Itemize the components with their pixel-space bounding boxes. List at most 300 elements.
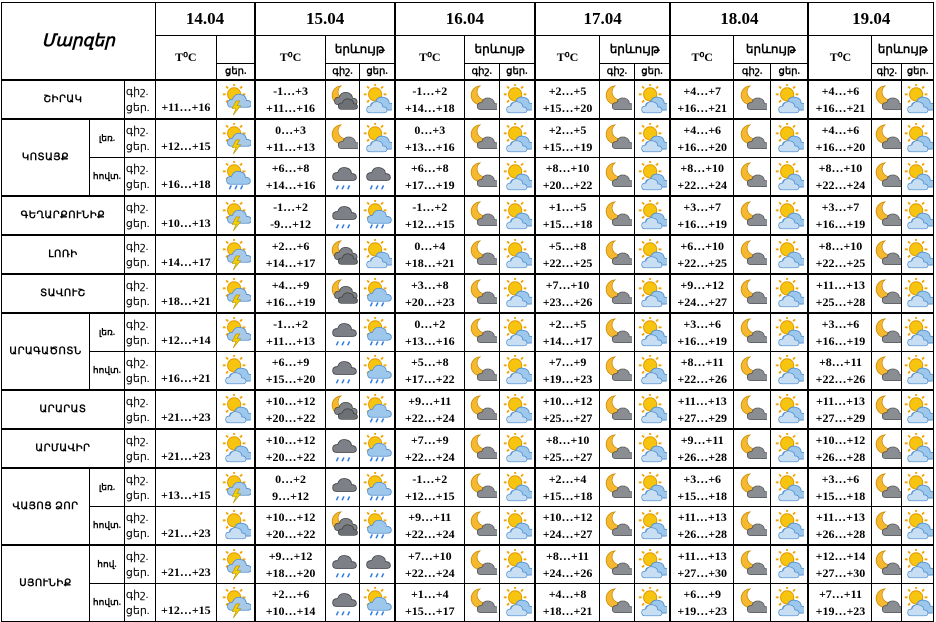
subregion-label: հովտ.	[90, 584, 125, 622]
moon-cloud-icon	[872, 123, 901, 155]
day-temp: +15…+18	[542, 488, 593, 503]
weather-icon-cell	[499, 196, 535, 235]
weather-icon-cell	[634, 80, 670, 119]
day-temp: +24…+27	[542, 526, 593, 541]
weather-icon-cell	[872, 274, 902, 313]
temperature-cell	[255, 584, 325, 622]
sky-header: երևույթ	[325, 36, 395, 64]
weather-icon-cell	[325, 158, 360, 197]
moon-cloud-icon	[872, 472, 901, 504]
day-temp: +27…+30	[815, 565, 866, 580]
night-temp: -1…+2	[412, 471, 448, 486]
day-temp: +21…+23	[155, 429, 216, 468]
subregion-label: լեռ.	[90, 313, 125, 352]
day-temp: +23…+26	[542, 294, 593, 309]
weather-icon-cell	[634, 235, 670, 274]
weather-icon-cell	[734, 468, 771, 507]
night-label: գիշ.	[125, 85, 149, 98]
night-temp: +11…+13	[677, 548, 727, 563]
sun-clouds-icon	[217, 394, 254, 426]
weather-icon-cell	[360, 196, 395, 235]
night-temp: +3…+6	[821, 471, 860, 486]
temperature-cell	[670, 390, 733, 429]
table-row	[2, 545, 934, 584]
moon-cloud-icon	[600, 433, 634, 465]
table-row	[2, 119, 934, 158]
night-temp: +8…+10	[818, 238, 863, 253]
night-temp: +4…+6	[683, 122, 722, 137]
night-subheader: գիշ.	[872, 64, 902, 81]
temperature-cell	[670, 352, 733, 391]
night-temp: +11…+13	[815, 277, 865, 292]
weather-icon-cell	[360, 468, 395, 507]
sky-header: երևույթ	[464, 36, 535, 64]
night-label: գիշ.	[125, 473, 149, 486]
day-temp: +20…+22	[265, 449, 316, 464]
night-temp: +10…+12	[265, 432, 316, 447]
temperature-cell	[808, 390, 871, 429]
weather-icon-cell	[734, 545, 771, 584]
region-header: Մարզեր	[2, 3, 156, 81]
sun-clouds-icon	[902, 355, 933, 387]
sun-clouds-icon	[902, 587, 933, 619]
night-temp: 0…+2	[275, 471, 306, 486]
temperature-cell	[670, 507, 733, 546]
temperature-cell	[255, 507, 325, 546]
sun-clouds-icon	[902, 200, 933, 232]
weather-icon-cell	[600, 196, 635, 235]
day-temp: 9…+12	[272, 488, 309, 503]
sun-clouds-icon	[902, 472, 933, 504]
day-temp: +16…+19	[815, 216, 866, 231]
night-temp: +9…+12	[268, 548, 313, 563]
sun-clouds-icon	[500, 317, 534, 349]
temp-header: T⁰C	[535, 36, 600, 81]
weather-icon-cell	[464, 235, 499, 274]
time-of-day	[124, 196, 155, 235]
sun-clouds-icon	[635, 510, 669, 542]
night-label: գիշ.	[125, 124, 149, 137]
weather-icon-cell	[464, 352, 499, 391]
sun-clouds-icon	[635, 355, 669, 387]
temperature-cell	[395, 313, 465, 352]
moon-cloud-icon	[872, 394, 901, 426]
temperature-cell	[808, 429, 871, 468]
table-row	[2, 468, 934, 507]
night-temp: -1…+2	[273, 199, 308, 214]
night-temp: +11…+13	[815, 509, 865, 524]
night-temp: +5…+8	[410, 354, 449, 369]
subregion-label: հով.	[90, 545, 125, 584]
night-temp: +8…+10	[680, 160, 725, 175]
temperature-cell	[535, 119, 600, 158]
weather-icon-cell	[464, 313, 499, 352]
weather-icon-cell	[325, 429, 360, 468]
night-temp: +9…+12	[680, 277, 725, 292]
cloud-rain-icon	[360, 161, 393, 193]
sun-clouds-icon	[635, 123, 669, 155]
night-subheader: գիշ.	[600, 64, 635, 81]
moon-cloud-icon	[600, 394, 634, 426]
temperature-cell	[808, 80, 871, 119]
region-name: ԳԵՂԱՐՔՈՒՆԻՔ	[2, 196, 125, 235]
moon-cloud-icon	[734, 355, 770, 387]
temperature-cell	[808, 507, 871, 546]
sun-clouds-icon	[902, 317, 933, 349]
night-temp: +3…+8	[410, 277, 449, 292]
weather-icon-cell	[902, 274, 934, 313]
region-name: ԱՐԱՐԱՏ	[2, 390, 125, 429]
region-name: ԼՈՌԻ	[2, 235, 125, 274]
weather-icon-cell	[734, 235, 771, 274]
moon-cloud-icon	[465, 84, 499, 116]
night-temp: +10…+12	[265, 509, 316, 524]
weather-icon-cell	[360, 80, 395, 119]
date-header: 16.04	[395, 3, 535, 36]
temperature-cell	[670, 313, 733, 352]
moon-cloud-icon	[872, 239, 901, 271]
day-temp: +25…+27	[542, 410, 593, 425]
weather-icon-cell	[634, 158, 670, 197]
temperature-cell	[255, 274, 325, 313]
temperature-cell	[255, 196, 325, 235]
weather-icon-cell	[902, 158, 934, 197]
day-temp: +22…+25	[542, 255, 593, 270]
weather-icon-cell	[872, 119, 902, 158]
night-temp: +6…+8	[271, 160, 310, 175]
sun-clouds-icon	[635, 549, 669, 581]
sun-clouds-icon	[500, 278, 534, 310]
sun-clouds-icon	[902, 549, 933, 581]
temperature-cell	[670, 119, 733, 158]
moon-cloud-icon	[872, 84, 901, 116]
moon-cloud-icon	[600, 161, 634, 193]
moon-cloud-icon	[465, 123, 499, 155]
time-of-day	[124, 80, 155, 119]
night-temp: -1…+2	[273, 316, 308, 331]
night-temp: +8…+11	[546, 548, 590, 563]
weather-icon-cell	[902, 235, 934, 274]
temperature-cell	[670, 80, 733, 119]
temperature-cell	[808, 352, 871, 391]
weather-icon-cell	[600, 352, 635, 391]
weather-icon-cell	[734, 352, 771, 391]
moon-cloud-icon	[465, 587, 499, 619]
temp-header: T⁰C	[155, 36, 216, 81]
weather-icon-cell	[499, 119, 535, 158]
moon-cloud-icon	[465, 433, 499, 465]
moon-cloud-icon	[465, 239, 499, 271]
weather-icon-cell	[325, 119, 360, 158]
day-temp: +15…+18	[677, 488, 728, 503]
time-of-day	[124, 235, 155, 274]
cloud-rain-icon	[326, 472, 360, 504]
temp-header: T⁰C	[395, 36, 465, 81]
weather-icon-cell	[600, 507, 635, 546]
sun-thunder-icon	[217, 200, 254, 232]
day-temp: +17…+19	[404, 177, 455, 192]
moon-cloud-icon	[600, 239, 634, 271]
table-row	[2, 158, 934, 197]
moon-cloud-icon	[872, 587, 901, 619]
table-row	[2, 352, 934, 391]
weather-icon-cell	[771, 390, 809, 429]
moon-cloud-icon	[872, 433, 901, 465]
night-temp: +3…+6	[683, 316, 722, 331]
night-temp: +11…+13	[815, 393, 865, 408]
subregion-label: հովտ.	[90, 507, 125, 546]
sun-clouds-icon	[500, 587, 534, 619]
day-temp: +11…+16	[155, 80, 216, 119]
sun-thunder-icon	[217, 84, 254, 116]
night-temp: +3…+7	[821, 199, 860, 214]
night-label: գիշ.	[125, 240, 149, 253]
night-temp: +5…+8	[548, 238, 587, 253]
weather-icon-cell	[872, 158, 902, 197]
weather-icon-cell	[872, 468, 902, 507]
weather-icon-cell	[771, 274, 809, 313]
day-temp: +16…+21	[155, 352, 216, 391]
temperature-cell	[670, 584, 733, 622]
temperature-cell	[808, 468, 871, 507]
night-temp: +6…+9	[683, 586, 722, 601]
night-temp: -1…+2	[412, 199, 448, 214]
moon-cloud-icon	[734, 394, 770, 426]
weather-icon-cell	[325, 468, 360, 507]
day-label: ցեր.	[125, 411, 150, 424]
temperature-cell	[808, 119, 871, 158]
sun-thunder-icon	[217, 549, 254, 581]
temperature-cell	[535, 545, 600, 584]
day-temp: +24…+26	[542, 565, 593, 580]
weather-icon-cell	[872, 584, 902, 622]
moon-clouds-icon	[326, 239, 360, 271]
weather-icon-cell	[634, 274, 670, 313]
sun-clouds-icon	[217, 510, 254, 542]
weather-icon-cell	[771, 429, 809, 468]
weather-icon-cell	[360, 390, 395, 429]
weather-icon-cell	[872, 235, 902, 274]
temperature-cell	[255, 119, 325, 158]
sun-clouds-icon	[635, 433, 669, 465]
sun-clouds-icon	[500, 355, 534, 387]
moon-cloud-icon	[872, 355, 901, 387]
table-row	[2, 235, 934, 274]
weather-icon-cell	[217, 158, 256, 197]
sun-clouds-icon	[771, 549, 807, 581]
temperature-cell	[255, 390, 325, 429]
night-label: գիշ.	[125, 588, 149, 601]
date-header: 18.04	[670, 3, 808, 36]
cloud-rain-icon	[326, 200, 360, 232]
sun-clouds-icon	[217, 355, 254, 387]
night-label: գիշ.	[125, 550, 149, 563]
temperature-cell	[670, 468, 733, 507]
sun-clouds-icon	[771, 84, 807, 116]
sun-thunder-icon	[217, 123, 254, 155]
day-temp: +20…+22	[542, 177, 593, 192]
temperature-cell	[395, 352, 465, 391]
day-temp: +13…+16	[404, 139, 455, 154]
sun-clouds-icon	[771, 200, 807, 232]
weather-icon-cell	[771, 468, 809, 507]
night-temp: +10…+12	[542, 393, 593, 408]
weather-icon-cell	[771, 584, 809, 622]
weather-icon-cell	[360, 158, 395, 197]
temperature-cell	[395, 507, 465, 546]
moon-cloud-icon	[600, 200, 634, 232]
weather-icon-cell	[325, 584, 360, 622]
sun-clouds-icon	[500, 510, 534, 542]
region-name: ՍՅՈՒՆԻՔ	[2, 545, 90, 622]
day-temp: +16…+20	[815, 139, 866, 154]
cloud-rain-icon	[326, 355, 360, 387]
day-temp: +21…+23	[155, 507, 216, 546]
temperature-cell	[670, 545, 733, 584]
cloud-rain-icon	[326, 433, 360, 465]
night-temp: +8…+11	[680, 354, 724, 369]
moon-cloud-icon	[600, 549, 634, 581]
weather-icon-cell	[771, 196, 809, 235]
day-temp: -9…+12	[270, 216, 311, 231]
temperature-cell	[535, 584, 600, 622]
weather-icon-cell	[872, 196, 902, 235]
night-temp: +8…+10	[545, 432, 590, 447]
weather-icon-cell	[499, 274, 535, 313]
day-temp: +19…+23	[815, 603, 866, 618]
night-temp: +11…+13	[677, 393, 727, 408]
moon-cloud-icon	[465, 472, 499, 504]
night-subheader: գիշ.	[464, 64, 499, 81]
night-label: գիշ.	[125, 434, 149, 447]
moon-cloud-icon	[872, 161, 901, 193]
weather-icon-cell	[464, 196, 499, 235]
table-row	[2, 390, 934, 429]
region-name: ԱՐՄԱՎԻՐ	[2, 429, 125, 468]
time-of-day	[124, 584, 155, 622]
temperature-cell	[255, 352, 325, 391]
day-temp: +15…+19	[542, 139, 593, 154]
weather-icon-cell	[771, 235, 809, 274]
day-temp: +22…+24	[404, 449, 455, 464]
day-temp: +22…+24	[404, 410, 455, 425]
night-temp: +11…+13	[677, 509, 727, 524]
moon-cloud-icon	[872, 200, 901, 232]
temperature-cell	[255, 158, 325, 197]
night-temp: +7…+10	[407, 548, 452, 563]
sun-clouds-icon	[902, 394, 933, 426]
moon-cloud-icon	[600, 317, 634, 349]
time-of-day	[124, 507, 155, 546]
night-temp: +9…+11	[680, 432, 724, 447]
moon-cloud-icon	[600, 510, 634, 542]
sun-clouds-icon	[902, 433, 933, 465]
weather-icon-cell	[217, 352, 256, 391]
weather-icon-cell	[217, 429, 256, 468]
night-temp: +3…+6	[821, 316, 860, 331]
temperature-cell	[670, 429, 733, 468]
temperature-cell	[808, 196, 871, 235]
cloud-rain-icon	[326, 587, 360, 619]
sun-clouds-icon	[500, 161, 534, 193]
weather-icon-cell	[872, 313, 902, 352]
day-temp: +25…+27	[542, 449, 593, 464]
region-name: ՎԱՅՈՑ ՁՈՐ	[2, 468, 90, 545]
day-temp: +16…+19	[677, 216, 728, 231]
sun-thunder-icon	[217, 278, 254, 310]
weather-icon-cell	[634, 196, 670, 235]
weather-icon-cell	[499, 545, 535, 584]
night-temp: +2…+5	[548, 316, 587, 331]
day-temp: +15…+20	[542, 100, 593, 115]
moon-cloud-icon	[734, 433, 770, 465]
sun-clouds-icon	[500, 123, 534, 155]
night-label: գիշ.	[125, 279, 149, 292]
weather-icon-cell	[872, 429, 902, 468]
weather-icon-cell	[634, 429, 670, 468]
time-of-day	[124, 390, 155, 429]
weather-icon-cell	[902, 313, 934, 352]
table-row	[2, 196, 934, 235]
temperature-cell	[395, 235, 465, 274]
sun-rain-icon	[360, 317, 393, 349]
day-temp: +24…+27	[677, 294, 728, 309]
weather-icon-cell	[360, 235, 395, 274]
night-temp: +4…+8	[548, 586, 587, 601]
night-label: գիշ.	[125, 162, 149, 175]
day-temp: +27…+30	[677, 565, 728, 580]
day-temp: +15…+20	[265, 371, 316, 386]
weather-icon-cell	[734, 507, 771, 546]
sun-clouds-icon	[771, 510, 807, 542]
weather-icon-cell	[634, 584, 670, 622]
sun-clouds-icon	[771, 239, 807, 271]
moon-cloud-icon	[600, 472, 634, 504]
night-temp: +2…+5	[548, 83, 587, 98]
cloud-rain-icon	[326, 549, 360, 581]
sun-thunder-icon	[217, 472, 254, 504]
cloud-rain-icon	[326, 317, 360, 349]
day-temp: +22…+25	[815, 255, 866, 270]
day-temp: +12…+14	[155, 313, 216, 352]
day-temp: +20…+23	[404, 294, 455, 309]
day-subheader: ցեր.	[499, 64, 535, 81]
weather-icon-cell	[464, 545, 499, 584]
moon-cloud-icon	[734, 84, 770, 116]
day-temp: +12…+15	[155, 119, 216, 158]
sun-clouds-icon	[771, 123, 807, 155]
night-temp: +6…+10	[680, 238, 725, 253]
sun-clouds-icon	[360, 84, 393, 116]
night-temp: +7…+11	[818, 586, 862, 601]
temperature-cell	[395, 158, 465, 197]
sky-header	[217, 36, 256, 64]
moon-cloud-icon	[872, 278, 901, 310]
weather-icon-cell	[217, 313, 256, 352]
day-subheader: ցեր.	[771, 64, 809, 81]
day-label: ցեր.	[125, 566, 150, 579]
temperature-cell	[808, 235, 871, 274]
temperature-cell	[808, 274, 871, 313]
temperature-cell	[255, 80, 325, 119]
sun-clouds-icon	[771, 587, 807, 619]
moon-cloud-icon	[465, 549, 499, 581]
weather-icon-cell	[360, 429, 395, 468]
sun-clouds-icon	[771, 317, 807, 349]
cloud-rain-icon	[326, 161, 360, 193]
temperature-cell	[395, 80, 465, 119]
day-temp: +18…+21	[404, 255, 455, 270]
